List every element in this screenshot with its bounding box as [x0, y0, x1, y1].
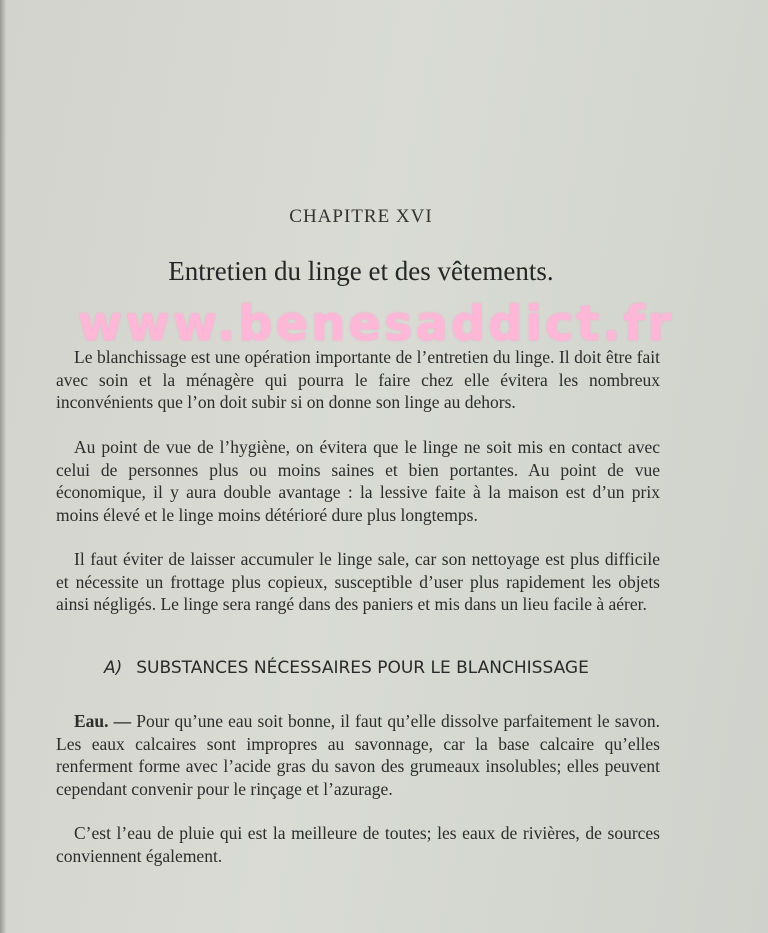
paragraph-2-text: Au point de vue de l’hygiène, on évitera que le linge ne soit mis en contact avec celui de personnes plus ou moins saines et bien portantes. Au point de vue économique, il y aura double avantage : la lessive faite à la maison est d’un prix moins élevé et le linge moins détérioré dure plus longtemps.	[56, 437, 660, 525]
chapter-heading: CHAPITRE XVI	[289, 206, 433, 227]
paragraph-4-text: Pour qu’une eau soit bonne, il faut qu’elle dissolve parfaitement le savon. Les eaux calcaires sont impropres au savonnage, car la base calcaire qu’elles renferment forme avec l’acide gras du savon des grumeaux insolubles; elles peuvent cependant convenir pour le rinçage et l’azurage.	[56, 711, 660, 799]
section-heading	[104, 658, 664, 678]
paragraph-5-text: C’est l’eau de pluie qui est la meilleure de toutes; les eaux de rivières, de sources conviennent également.	[56, 823, 660, 866]
paragraph-5	[56, 822, 660, 867]
paragraph-2	[56, 436, 660, 526]
paragraph-3-text: Il faut éviter de laisser accumuler le linge sale, car son nettoyage est plus difficile et nécessite un frottage plus copieux, susceptible d’user plus rapidement les objets ainsi négligés. Le linge sera rangé dans des paniers et mis dans un lieu facile à aérer.	[56, 549, 660, 614]
section-title: SUBSTANCES NÉCESSAIRES POUR LE BLANCHISSAGE	[136, 658, 589, 678]
paragraph-1	[56, 346, 660, 414]
paragraph-4-lead: Eau. —	[74, 711, 132, 731]
watermark: www.benesaddict.fr	[78, 296, 675, 352]
paragraph-1-text: Le blanchissage est une opération importante de l’entretien du linge. Il doit être fait avec soin et la ménagère qui pourra le faire chez elle évitera les nombreux inconvénients que l’on doit subir si on donne son linge au dehors.	[56, 347, 660, 412]
paragraph-4	[56, 710, 660, 800]
page-title: Entretien du linge et des vêtements.	[168, 256, 554, 286]
paragraph-3	[56, 548, 660, 616]
page-edge	[0, 0, 6, 933]
section-letter: A)	[104, 658, 123, 678]
